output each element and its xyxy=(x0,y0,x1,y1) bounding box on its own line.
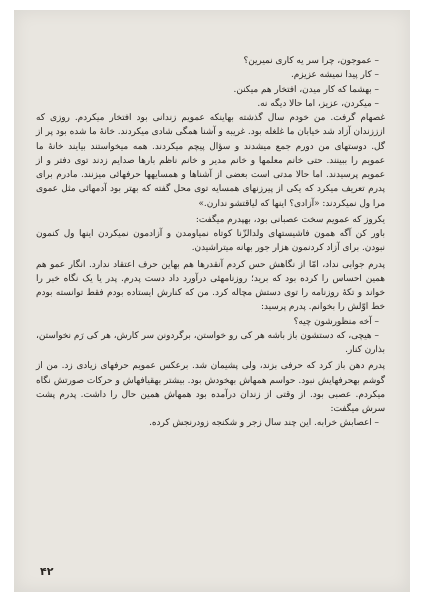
paragraph: پدرم دهن باز کرد که حرفی بزند، ولی پشیمان شد. برعکس عمویم حرفهای زیادی زد. من از گوشم بهحرفهایش نبود. حواسم همهاش بهخودش بود. بیشتر بهقیافهاش و حرکات صورتش نگاه میکردم. عصبی بود. از وقتی از زندان درآمده بود همهاش همین حال را داشت. پدرم پشت سرش میگفت: xyxy=(36,361,385,414)
dialogue-line: – عموجون، چرا سر یه کاری نمیرین؟ xyxy=(243,56,379,66)
paragraph: پدرم جوابی نداد، امّا از نگاهش حس کردم آنقدرها هم بهاین حرف اعتقاد ندارد. انگار عمو هم همین احساس را کرده بود که برید؛ روزنامهئی درآورد داد دست پدرم. پدر یا یک نگاه خبر را خواند و تکهٔ روزنامه را توی دستش مچاله کرد. من که کنارش ایستاده بودم فقط توانسته بودم خط اوّلش را بخوانم. پدرم پرسید: xyxy=(36,259,385,313)
dialogue-line: – کار پیدا نمیشه عزیزم. xyxy=(290,70,379,81)
dialogue-line: – میکردن، عزیز، اما حالا دیگه نه. xyxy=(257,98,379,109)
dialogue-line: – آخه منظورشون چیه؟ xyxy=(293,316,379,327)
dialogue-line: – اعصابش خرابه. این چند سال زجر و شکنجه زودرنجش کرده. xyxy=(149,418,379,429)
paragraph: غصهام گرفت. من خودم سال گذشته بهاینکه عمویم زندانی بود افتخار میکردم. روزی که ازززندان آزاد شد خیابان ما غلغله بود. غریبه و آشنا همگی شادی میکردند. خانهٔ ما شده بود پر از گل. دوستهای من دورم جمع میشدند و سؤال پیچم میکردند. همه میخواستند بیایند خانهٔ ما عمویم را ببینند. حتی خانم معلمها و خانم مدیر و خانم ناظم بارها صدایم زدند توی دفتر و از عمویم پرسیدند. اما حالا مدتی است بعضی از آشناها و همسایهها حرفهائی میزنند. مادرم برای پدرم تعریف میکرد که یکی از پیرزنهای همسایه توی محل گفته که بهتر بود آدمهائی مثل عموی مرا ول نمیکردند: «آزادی؟ اینها که لیاقتشو ندارن.» xyxy=(36,113,385,209)
paragraph: یکروز که عمویم سخت عصبانی بود، بهپدرم میگفت: xyxy=(195,214,385,225)
dialogue-line: – هیچی، که دستشون باز باشه هر کی رو خواستن، برگردونن سر کارش، هر کی رَم نخواستن، بذارن کنار. xyxy=(36,330,385,355)
book-page xyxy=(14,10,410,592)
paragraph: باور کن آگه همون فاشیستهای ولدالزّنا کوتاه نمیاومدن و آزادمون نمیکردن اینها ول کنمون نبودن. برای آزاد کردنمون هزار جور بهانه میتراشیدن. xyxy=(36,229,385,254)
page-number: ۴۲ xyxy=(40,565,54,578)
dialogue-line: – بهشما که کار میدن، افتخار هم میکنن. xyxy=(233,84,379,95)
body-text xyxy=(36,54,385,431)
